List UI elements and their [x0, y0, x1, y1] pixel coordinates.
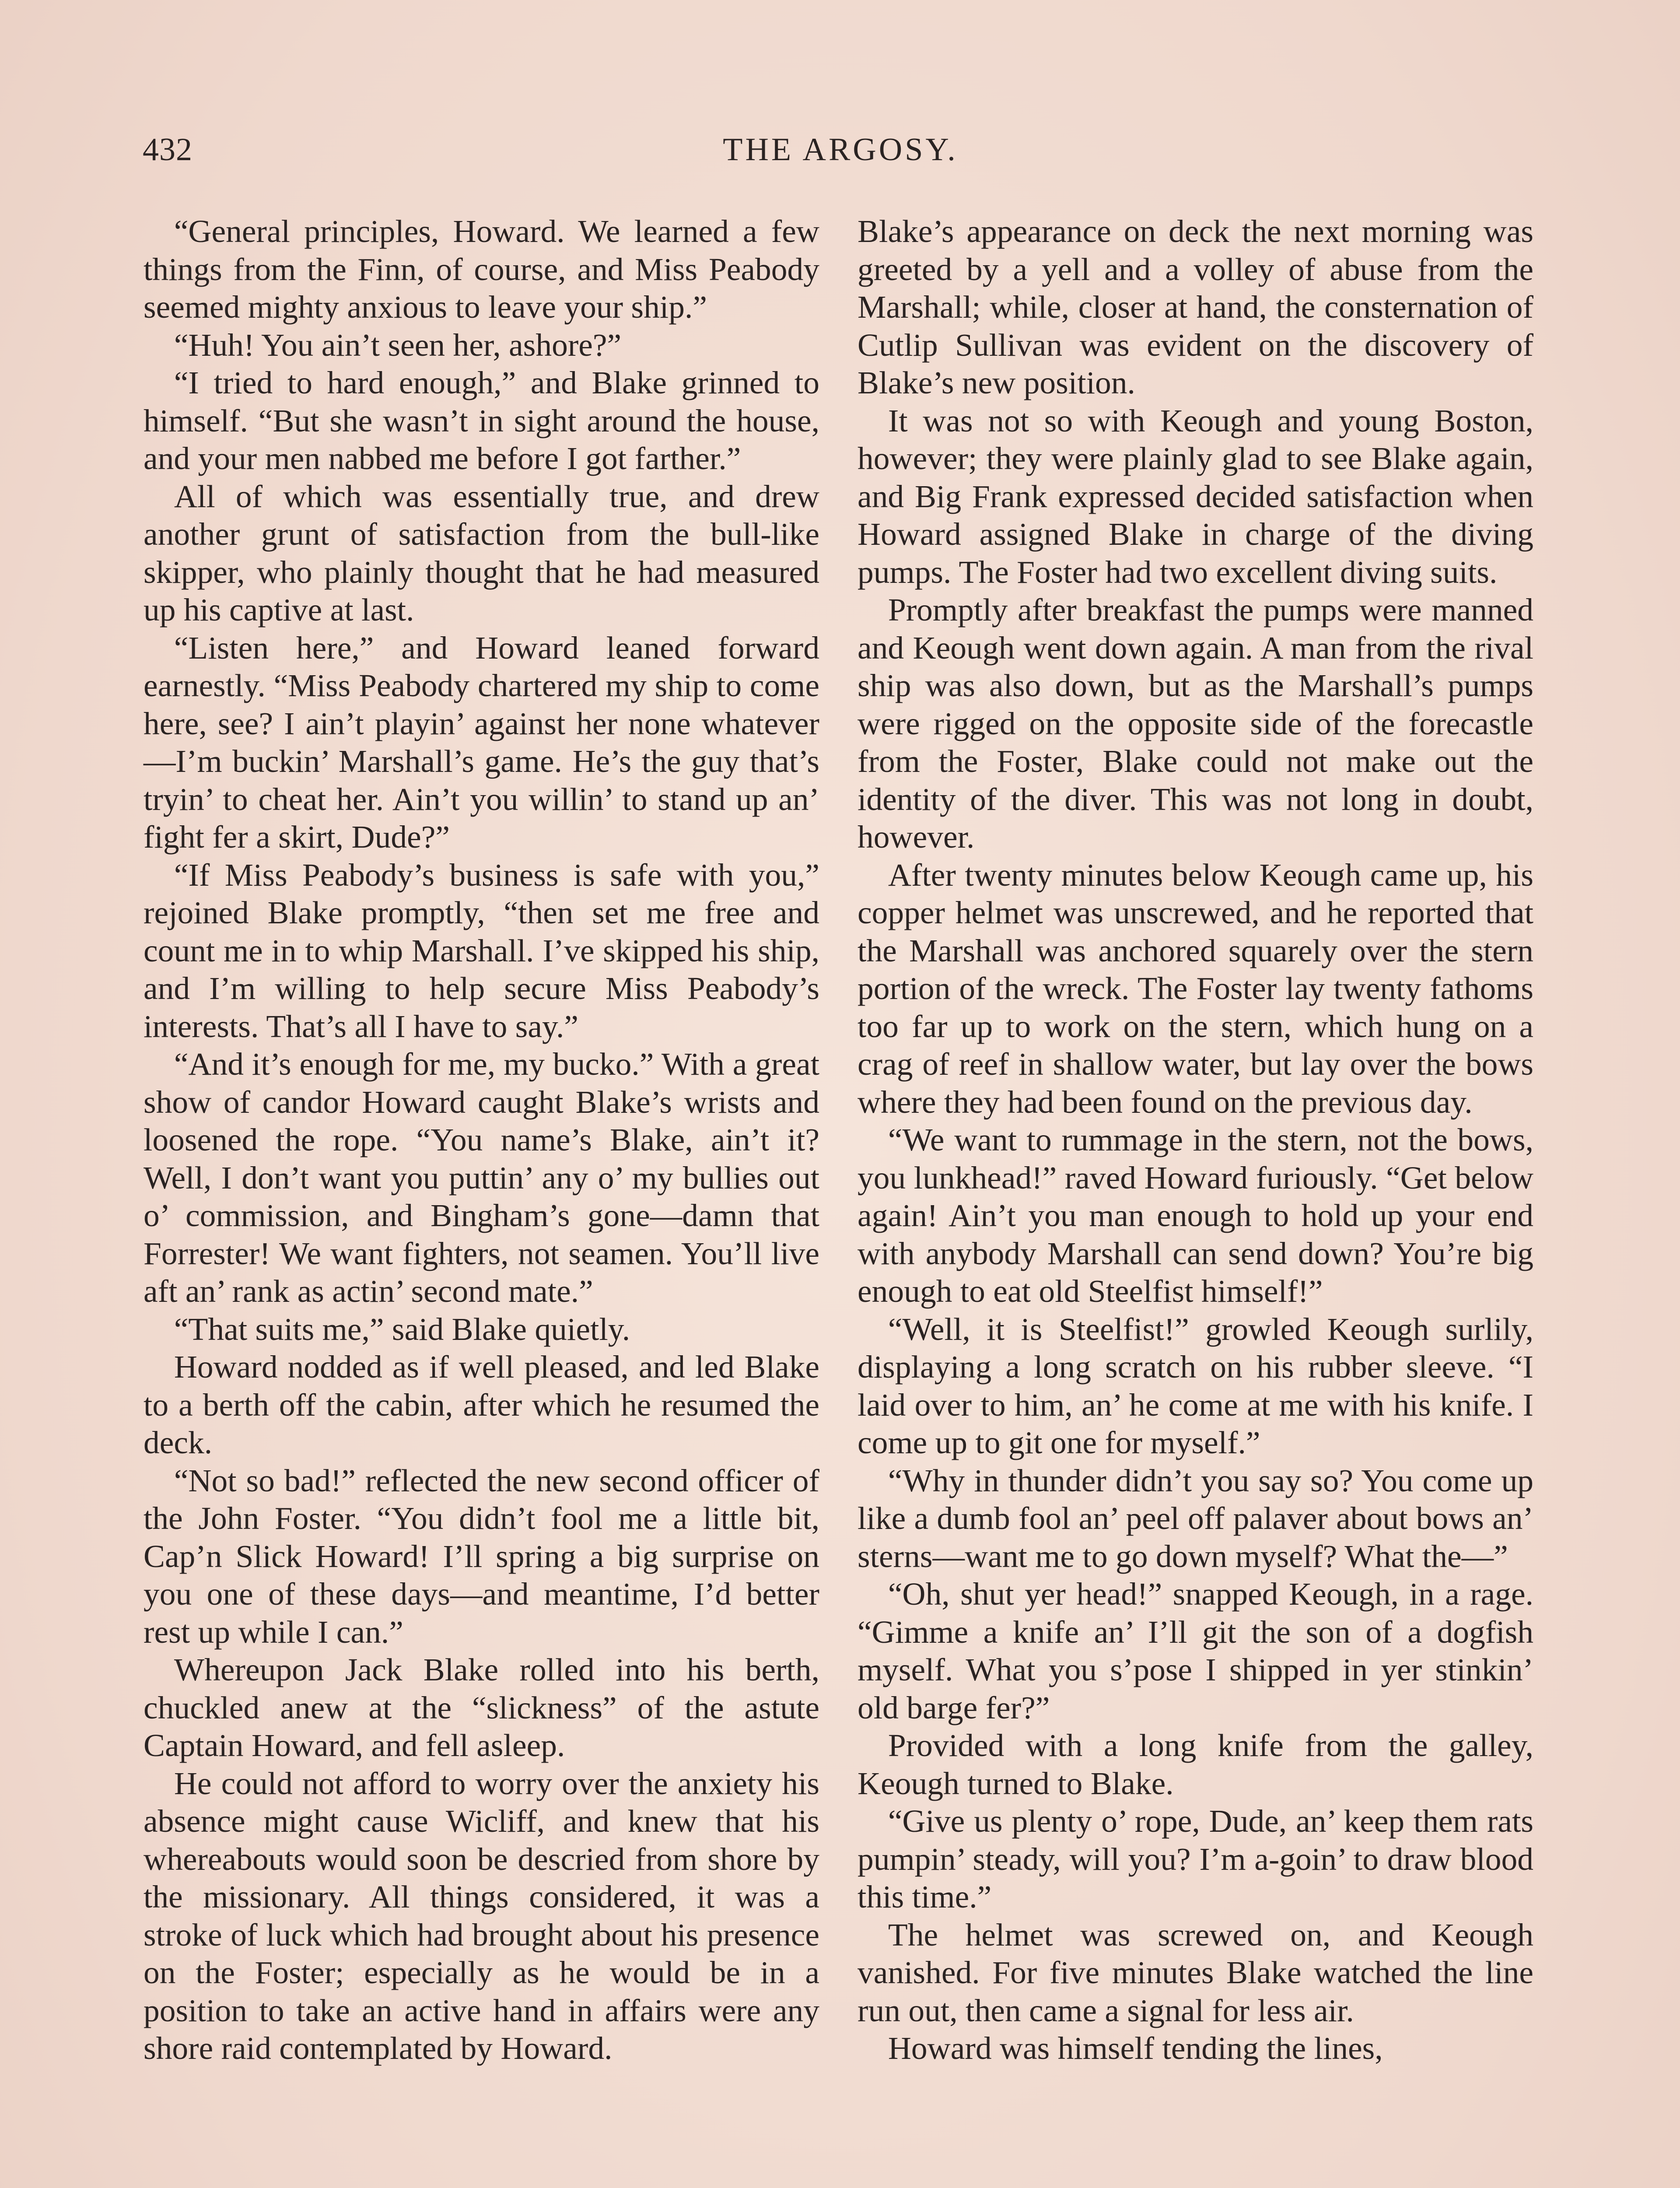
paragraph: He could not afford to worry over the anxiety his absence might cause Wicliff, and knew that his whereabouts would soon be descried from shore by the missionary. All things considered, it was a stroke of luck which had brought about his presence on the Foster; especially as he would be in a position to take an active hand in affairs were any shore raid contemplated by Howard.	[144, 1765, 819, 2066]
paragraph: “And it’s enough for me, my bucko.” With a great show of candor Howard caught Blake’s wrists and loosened the rope. “You name’s Blake, ain’t it? Well, I don’t want you puttin’ any o’ my bullies out o’ commission, and Bingham’s gone—damn that Forrester! We want fighters, not seamen. You’ll live aft an’ rank as actin’ second mate.”	[144, 1046, 819, 1309]
paragraph: “That suits me,” said Blake quietly.	[174, 1311, 630, 1347]
paragraph: “General principles, Howard. We learned a few things from the Finn, of course, and Miss Peabody seemed mighty anxious to leave your ship.”	[144, 214, 819, 325]
paragraph: Howard was himself tending the lines,	[888, 2030, 1383, 2066]
paragraph: Whereupon Jack Blake rolled into his berth, chuckled anew at the “slickness” of the astute Captain Howard, and fell asleep.	[144, 1652, 819, 1763]
paragraph: “Not so bad!” reflected the new second officer of the John Foster. “You didn’t fool me a little bit, Cap’n Slick Howard! I’ll spring a big surprise on you one of these days—and meantime, I’d better rest up while I can.”	[144, 1462, 819, 1650]
paragraph: Promptly after breakfast the pumps were manned and Keough went down again. A man from the rival ship was also down, but as the Marshall’s pumps were rigged on the opposite side of the forecastle from the Foster, Blake could not make out the identity of the diver. This was not long in doubt, however.	[858, 592, 1533, 855]
paragraph: After twenty minutes below Keough came up, his copper helmet was unscrewed, and he reported that the Marshall was anchored squarely over the stern portion of the wreck. The Foster lay twenty fathoms too far up to work on the stern, which hung on a crag of reef in shallow water, but lay over the bows where they had been found on the previous day.	[858, 857, 1533, 1120]
paragraph: “Huh! You ain’t seen her, ashore?”	[174, 327, 622, 363]
paragraph: “Oh, shut yer head!” snapped Keough, in a rage. “Gimme a knife an’ I’ll git the son of a dogfish myself. What you s’pose I shipped in yer stinkin’ old barge fer?”	[858, 1576, 1533, 1725]
paragraph: “Listen here,” and Howard leaned forward earnestly. “Miss Peabody chartered my ship to come here, see? I ain’t playin’ against her none whatever—I’m buckin’ Marshall’s game. He’s the guy that’s tryin’ to cheat her. Ain’t you willin’ to stand up an’ fight fer a skirt, Dude?”	[144, 630, 819, 855]
paragraph: It was not so with Keough and young Boston, however; they were plainly glad to see Blake again, and Big Frank expressed decided satisfaction when Howard assigned Blake in charge of the diving pumps. The Foster had two excellent diving suits.	[858, 403, 1533, 590]
right-column	[858, 213, 1533, 2068]
running-title: THE ARGOSY.	[723, 132, 958, 168]
paragraph: Provided with a long knife from the galley, Keough turned to Blake.	[858, 1728, 1533, 1801]
paragraph: Blake’s appearance on deck the next morning was greeted by a yell and a volley of abuse from the Marshall; while, closer at hand, the consternation of Cutlip Sullivan was evident on the discovery of Blake’s new position.	[858, 214, 1533, 400]
page-number: 432	[143, 132, 192, 168]
paragraph: “Well, it is Steelfist!” growled Keough surlily, displaying a long scratch on his rubber sleeve. “I laid over to him, an’ he come at me with his knife. I come up to git one for myself.”	[858, 1311, 1533, 1460]
paragraph: “Why in thunder didn’t you say so? You come up like a dumb fool an’ peel off palaver about bows an’ sterns—want me to go down myself? What the—”	[858, 1462, 1533, 1574]
paragraph: The helmet was screwed on, and Keough vanished. For five minutes Blake watched the line run out, then came a signal for less air.	[858, 1917, 1533, 2028]
page-header	[143, 131, 1538, 179]
paragraph: “We want to rummage in the stern, not the bows, you lunkhead!” raved Howard furiously. “Get below again! Ain’t you man enough to hold up your end with anybody Marshall can send down? You’re big enough to eat old Steelfist himself!”	[858, 1122, 1533, 1309]
paragraph: “If Miss Peabody’s business is safe with you,” rejoined Blake promptly, “then set me free and count me in to whip Marshall. I’ve skipped his ship, and I’m willing to help secure Miss Peabody’s interests. That’s all I have to say.”	[144, 857, 819, 1044]
paragraph: Howard nodded as if well pleased, and led Blake to a berth off the cabin, after which he resumed the deck.	[144, 1349, 819, 1460]
left-column	[144, 213, 819, 2068]
paragraph: “I tried to hard enough,” and Blake grinned to himself. “But she wasn’t in sight around the house, and your men nabbed me before I got farther.”	[144, 365, 819, 476]
paragraph: “Give us plenty o’ rope, Dude, an’ keep them rats pumpin’ steady, will you? I’m a-goin’ to draw blood this time.”	[858, 1803, 1533, 1914]
paragraph: All of which was essentially true, and drew another grunt of satisfaction from the bull-like skipper, who plainly thought that he had measured up his captive at last.	[144, 478, 819, 628]
